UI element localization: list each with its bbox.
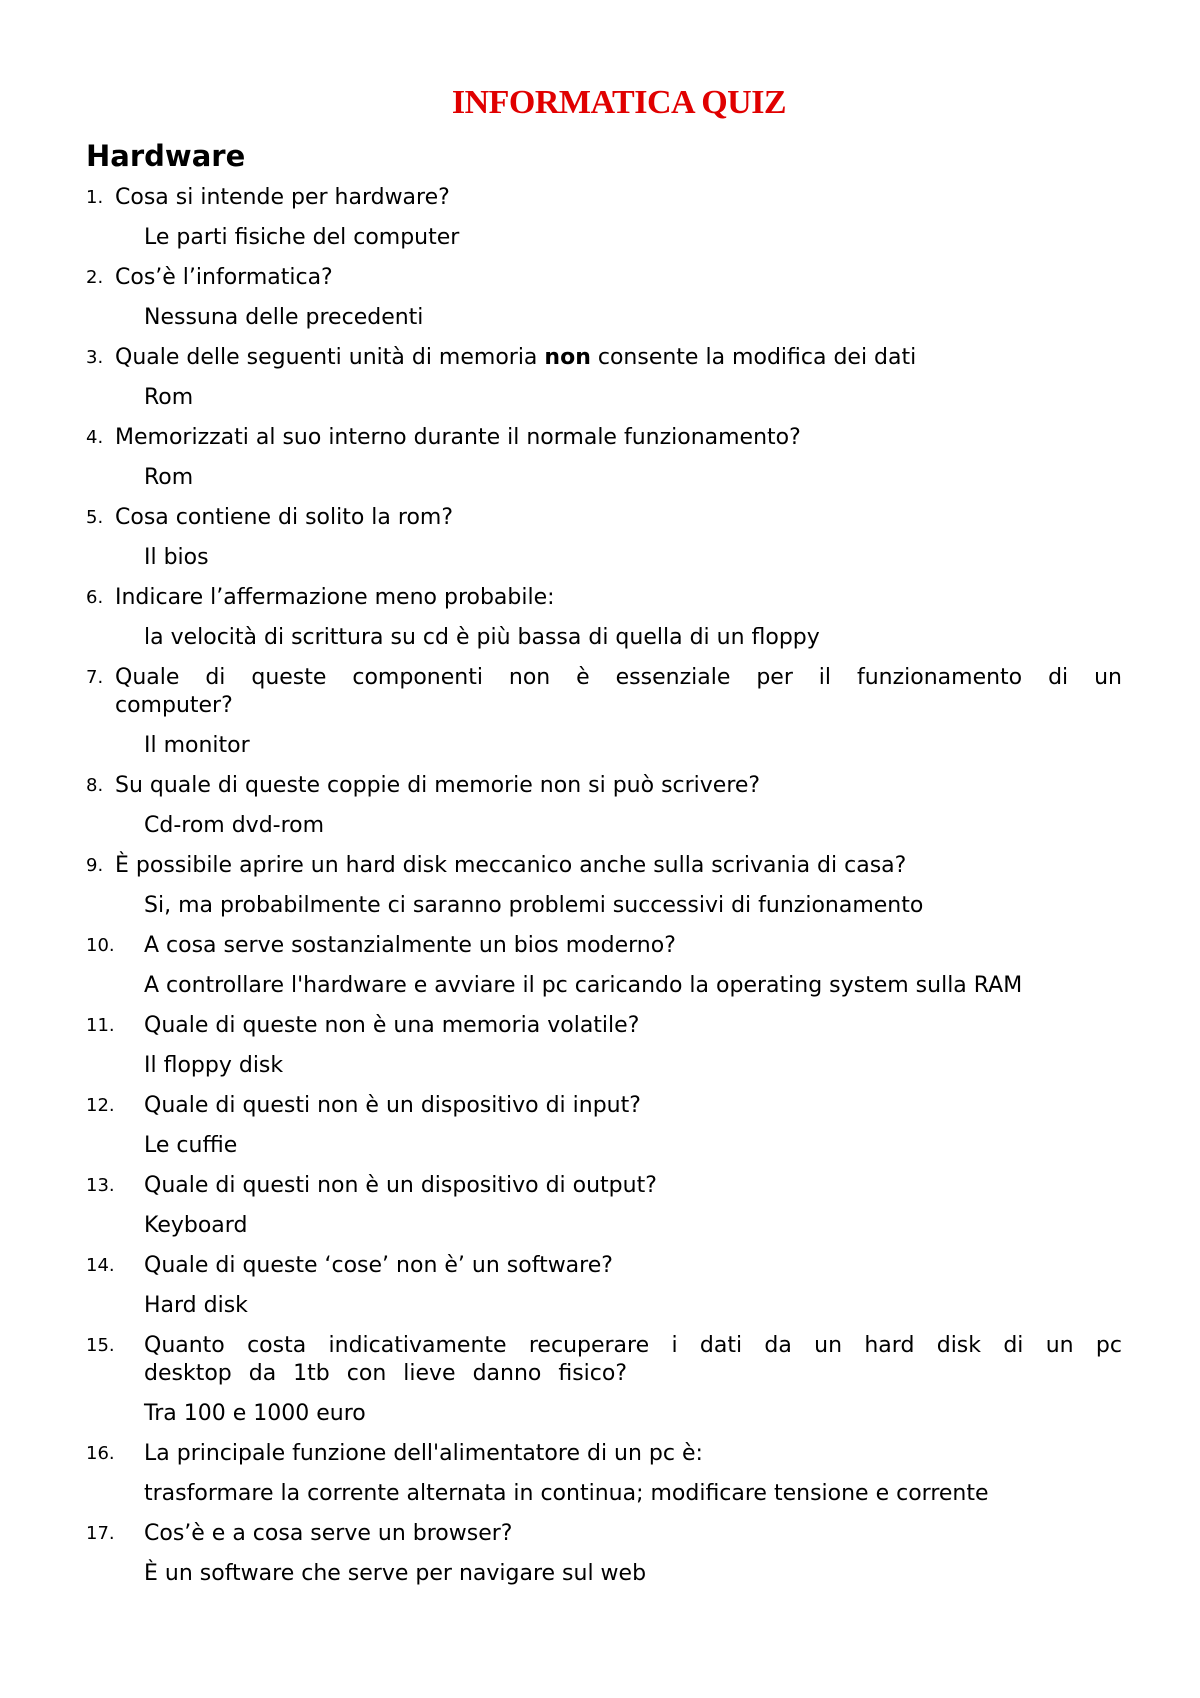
question-line (86, 184, 1122, 212)
answer-text: la velocità di scrittura su cd è più bassa di quella di un floppy (144, 625, 820, 650)
question-number: 5. (86, 507, 104, 528)
question-number: 11. (86, 1015, 115, 1036)
answer-text: Hard disk (144, 1293, 248, 1318)
question-line (86, 504, 1122, 532)
question-text: Memorizzati al suo interno durante il normale funzionamento? (115, 425, 801, 450)
qa-item (86, 584, 1122, 652)
question-text-after: consente la modifica dei dati (590, 345, 917, 370)
answer-text: Nessuna delle precedenti (144, 305, 424, 330)
answer-text: Rom (144, 385, 194, 410)
question-text: Quanto costa indicativamente recuperare i dati da un hard disk di un pc desktop da 1tb con lieve danno fisico? (144, 1333, 1122, 1386)
question-line (86, 1520, 1122, 1548)
question-text: Cos’è l’informatica? (115, 265, 333, 290)
question-number: 3. (86, 347, 104, 368)
qa-item (86, 1172, 1122, 1240)
answer-text: Cd-rom dvd-rom (144, 813, 325, 838)
section-heading: Hardware (86, 139, 246, 173)
question-text (115, 344, 1122, 372)
qa-item (86, 852, 1122, 920)
answer-text: È un software che serve per navigare sul web (144, 1561, 647, 1586)
qa-item (86, 344, 1122, 412)
qa-item (86, 1332, 1122, 1428)
question-number: 17. (86, 1523, 115, 1544)
question-number: 10. (86, 935, 115, 956)
qa-item (86, 1440, 1122, 1508)
question-line (86, 772, 1122, 800)
question-text: Quale di questi non è un dispositivo di output? (144, 1173, 657, 1198)
question-text: Quale di queste ‘cose’ non è’ un software? (144, 1253, 613, 1278)
qa-item (86, 664, 1122, 760)
question-number: 8. (86, 775, 104, 796)
question-line (86, 1332, 1122, 1388)
question-line (86, 1252, 1122, 1280)
question-line (86, 852, 1122, 880)
qa-item (86, 1012, 1122, 1080)
question-text: La principale funzione dell'alimentatore di un pc è: (144, 1441, 703, 1466)
question-number: 2. (86, 267, 104, 288)
question-line (86, 1172, 1122, 1200)
answer-text: Tra 100 e 1000 euro (144, 1401, 366, 1426)
answer-text: Rom (144, 465, 194, 490)
question-line (86, 1440, 1122, 1468)
question-number: 13. (86, 1175, 115, 1196)
qa-item (86, 424, 1122, 492)
qa-item (86, 1252, 1122, 1320)
question-line (86, 264, 1122, 292)
answer-text: Il floppy disk (144, 1053, 284, 1078)
answer-text: Keyboard (144, 1213, 248, 1238)
answer-text: trasformare la corrente alternata in continua; modificare tensione e corrente (144, 1481, 989, 1506)
question-number: 15. (86, 1335, 115, 1356)
question-line (86, 1012, 1122, 1040)
question-line (86, 424, 1122, 452)
document-page (86, 80, 1122, 1600)
question-line (86, 584, 1122, 612)
question-number: 7. (86, 667, 104, 688)
question-text: Indicare l’affermazione meno probabile: (115, 585, 555, 610)
qa-item (86, 504, 1122, 572)
question-text: Su quale di queste coppie di memorie non si può scrivere? (115, 773, 761, 798)
qa-item (86, 772, 1122, 840)
question-number: 1. (86, 187, 104, 208)
question-number: 12. (86, 1095, 115, 1116)
answer-text: A controllare l'hardware e avviare il pc caricando la operating system sulla RAM (144, 973, 1023, 998)
question-text: Quale di queste non è una memoria volatile? (144, 1013, 640, 1038)
qa-item (86, 932, 1122, 1000)
question-text: Cos’è e a cosa serve un browser? (144, 1521, 513, 1546)
question-text: A cosa serve sostanzialmente un bios moderno? (144, 933, 676, 958)
question-line (86, 1092, 1122, 1120)
question-number: 4. (86, 427, 104, 448)
question-text: È possibile aprire un hard disk meccanico anche sulla scrivania di casa? (115, 853, 907, 878)
question-number: 16. (86, 1443, 115, 1464)
qa-item (86, 1520, 1122, 1588)
question-number: 9. (86, 855, 104, 876)
answer-text: Il monitor (144, 733, 250, 758)
question-line (86, 664, 1122, 720)
question-text-before: Quale delle seguenti unità di memoria (115, 345, 545, 370)
question-text: Quale di queste componenti non è essenziale per il funzionamento di un computer? (115, 665, 1122, 718)
question-number: 14. (86, 1255, 115, 1276)
question-text: Quale di questi non è un dispositivo di input? (144, 1093, 641, 1118)
question-line (86, 932, 1122, 960)
question-text: Cosa contiene di solito la rom? (115, 505, 454, 530)
qa-item (86, 1092, 1122, 1160)
question-text: Cosa si intende per hardware? (115, 185, 450, 210)
qa-item (86, 264, 1122, 332)
question-number: 6. (86, 587, 104, 608)
document-title: INFORMATICA QUIZ (451, 84, 787, 121)
answer-text: Si, ma probabilmente ci saranno problemi successivi di funzionamento (144, 893, 924, 918)
answer-text: Le cuffie (144, 1133, 238, 1158)
answer-text: Il bios (144, 545, 209, 570)
question-line (86, 344, 1122, 372)
answer-text: Le parti fisiche del computer (144, 225, 460, 250)
question-text-bold: non (544, 345, 591, 370)
qa-item (86, 184, 1122, 252)
